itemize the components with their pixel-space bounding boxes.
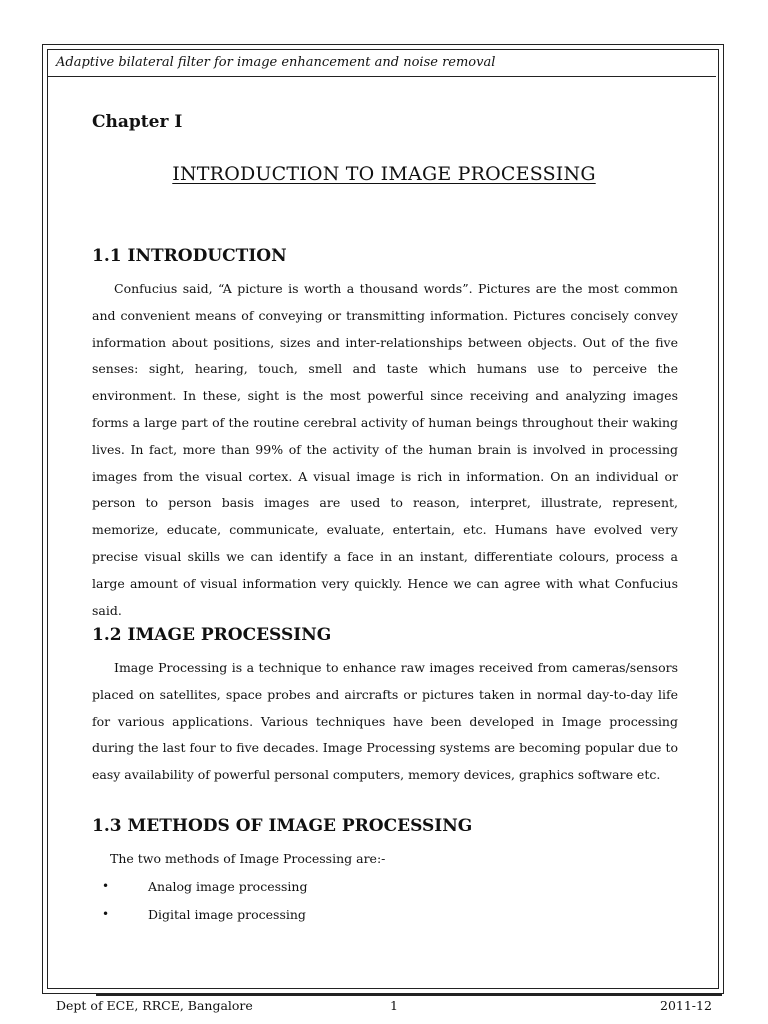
- chapter-label: Chapter I: [92, 112, 183, 132]
- header-rule: [48, 76, 716, 77]
- paragraph-introduction: Confucius said, “A picture is worth a thousand words”. Pictures are the most common and convenient means of conveying or transmitting information. Pictures concisely convey information about positions, sizes and inter-relationships between objects. Out of the five senses: sight, hearing, touch, smell and taste which humans use to perceive the environment. In these, sight is the most powerful since receiving and analyzing images forms a large part of the routine cerebral activity of human beings throughout their waking lives. In fact, more than 99% of the activity of the human brain is involved in processing images from the visual cortex. A visual image is rich in information. On an individual or person to person basis images are used to reason, interpret, illustrate, represent, memorize, educate, communicate, evaluate, entertain, etc. Humans have evolved very precise visual skills we can identify a face in an instant, differentiate colours, process a large amount of visual information very quickly. Hence we can agree with what Confucius said.: [92, 281, 678, 618]
- running-header: Adaptive bilateral filter for image enhancement and noise removal: [56, 55, 496, 70]
- footer-rule: [96, 994, 722, 996]
- footer-page-number: 1: [390, 998, 398, 1013]
- section-heading-image-processing: 1.2 IMAGE PROCESSING: [92, 625, 332, 645]
- section-heading-methods: 1.3 METHODS OF IMAGE PROCESSING: [92, 816, 473, 836]
- methods-intro: The two methods of Image Processing are:-: [110, 851, 386, 866]
- footer-year: 2011-12: [660, 998, 712, 1013]
- footer-department: Dept of ECE, RRCE, Bangalore: [56, 998, 253, 1013]
- bullet-icon: •: [102, 907, 110, 921]
- section-heading-introduction: 1.1 INTRODUCTION: [92, 246, 287, 266]
- bullet-text: Digital image processing: [148, 907, 306, 922]
- paragraph-image-processing: Image Processing is a technique to enhance raw images received from cameras/sensors placed on satellites, space probes and aircrafts or pictures taken in normal day-to-day life for various applications. Various techniques have been developed in Image processing during the last four to five decades. Image Processing systems are becoming popular due to easy availability of powerful personal computers, memory devices, graphics software etc.: [92, 660, 678, 783]
- bullet-icon: •: [102, 879, 110, 893]
- bullet-text: Analog image processing: [148, 879, 308, 894]
- chapter-title: INTRODUCTION TO IMAGE PROCESSING: [172, 163, 596, 185]
